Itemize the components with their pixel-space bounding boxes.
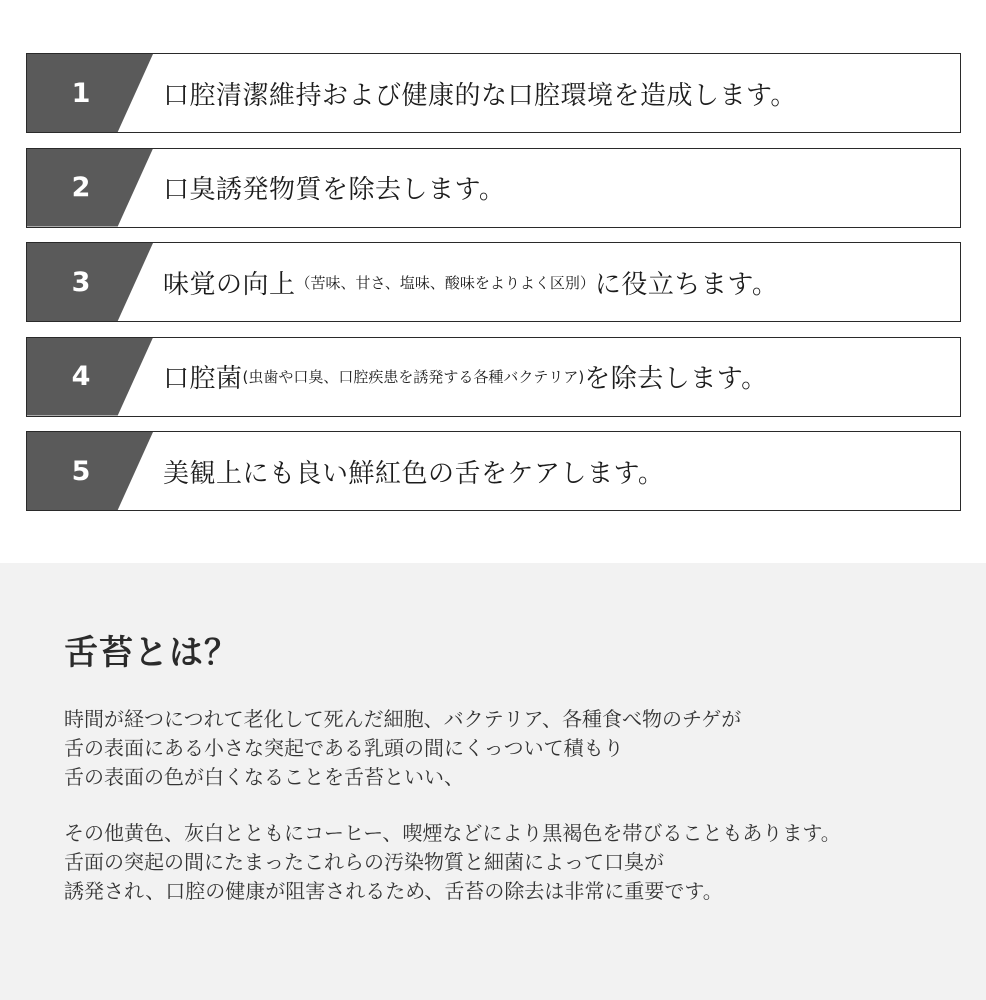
paragraph-line: 舌面の突起の間にたまったこれらの汚染物質と細菌によって口臭が xyxy=(64,850,664,874)
benefit-suffix: を除去します。 xyxy=(584,364,768,394)
benefit-item-5 xyxy=(26,431,961,511)
benefit-item-2 xyxy=(26,148,961,228)
benefit-number: 4 xyxy=(71,361,91,392)
benefit-text xyxy=(163,432,952,510)
benefit-text xyxy=(163,149,952,227)
benefit-item-4 xyxy=(26,337,961,417)
benefit-number: 1 xyxy=(71,77,91,109)
paragraph-line: 舌の表面にある小さな突起である乳頭の間にくっついて積もり xyxy=(64,736,624,760)
description-paragraph-1 xyxy=(64,705,741,792)
benefit-main-text: 味覚の向上 xyxy=(163,269,296,300)
benefit-list xyxy=(26,53,961,526)
benefit-number: 5 xyxy=(71,455,91,487)
benefit-note: （苦味、甘さ、塩味、酸味をよりよく区別） xyxy=(295,273,595,292)
benefit-main-text: 口腔清潔維持および健康的な口腔環境を造成します。 xyxy=(163,80,797,111)
paragraph-line: 時間が経つにつれて老化して死んだ細胞、バクテリア、各種食べ物のチゲが xyxy=(64,707,742,731)
benefit-number: 3 xyxy=(71,266,91,298)
paragraph-line: 誘発され、口腔の健康が阻害されるため、舌苔の除去は非常に重要です。 xyxy=(64,879,723,903)
tongue-coating-section xyxy=(0,563,986,1000)
benefit-suffix: に役立ちます。 xyxy=(594,269,779,300)
benefit-main-text: 美観上にも良い鮮紅色の舌をケアします。 xyxy=(163,458,665,489)
paragraph-line: その他黄色、灰白とともにコーヒー、喫煙などにより黒褐色を帯びることもあります。 xyxy=(64,821,841,845)
benefit-item-3 xyxy=(26,242,961,322)
benefit-text xyxy=(163,338,952,416)
benefit-main-text: 口腔菌 xyxy=(163,364,243,394)
benefit-main-text: 口臭誘発物質を除去します。 xyxy=(163,175,506,205)
benefit-text xyxy=(163,243,952,321)
benefit-text xyxy=(163,54,952,132)
benefit-number: 2 xyxy=(71,172,91,203)
benefit-item-1 xyxy=(26,53,961,133)
description-paragraph-2 xyxy=(64,819,841,906)
paragraph-line: 舌の表面の色が白くなることを舌苔といい、 xyxy=(64,765,464,789)
benefit-note: (虫歯や口臭、口腔疾患を誘発する各種バクテリア) xyxy=(242,368,585,386)
section-title: 舌苔とは？ xyxy=(64,633,239,673)
